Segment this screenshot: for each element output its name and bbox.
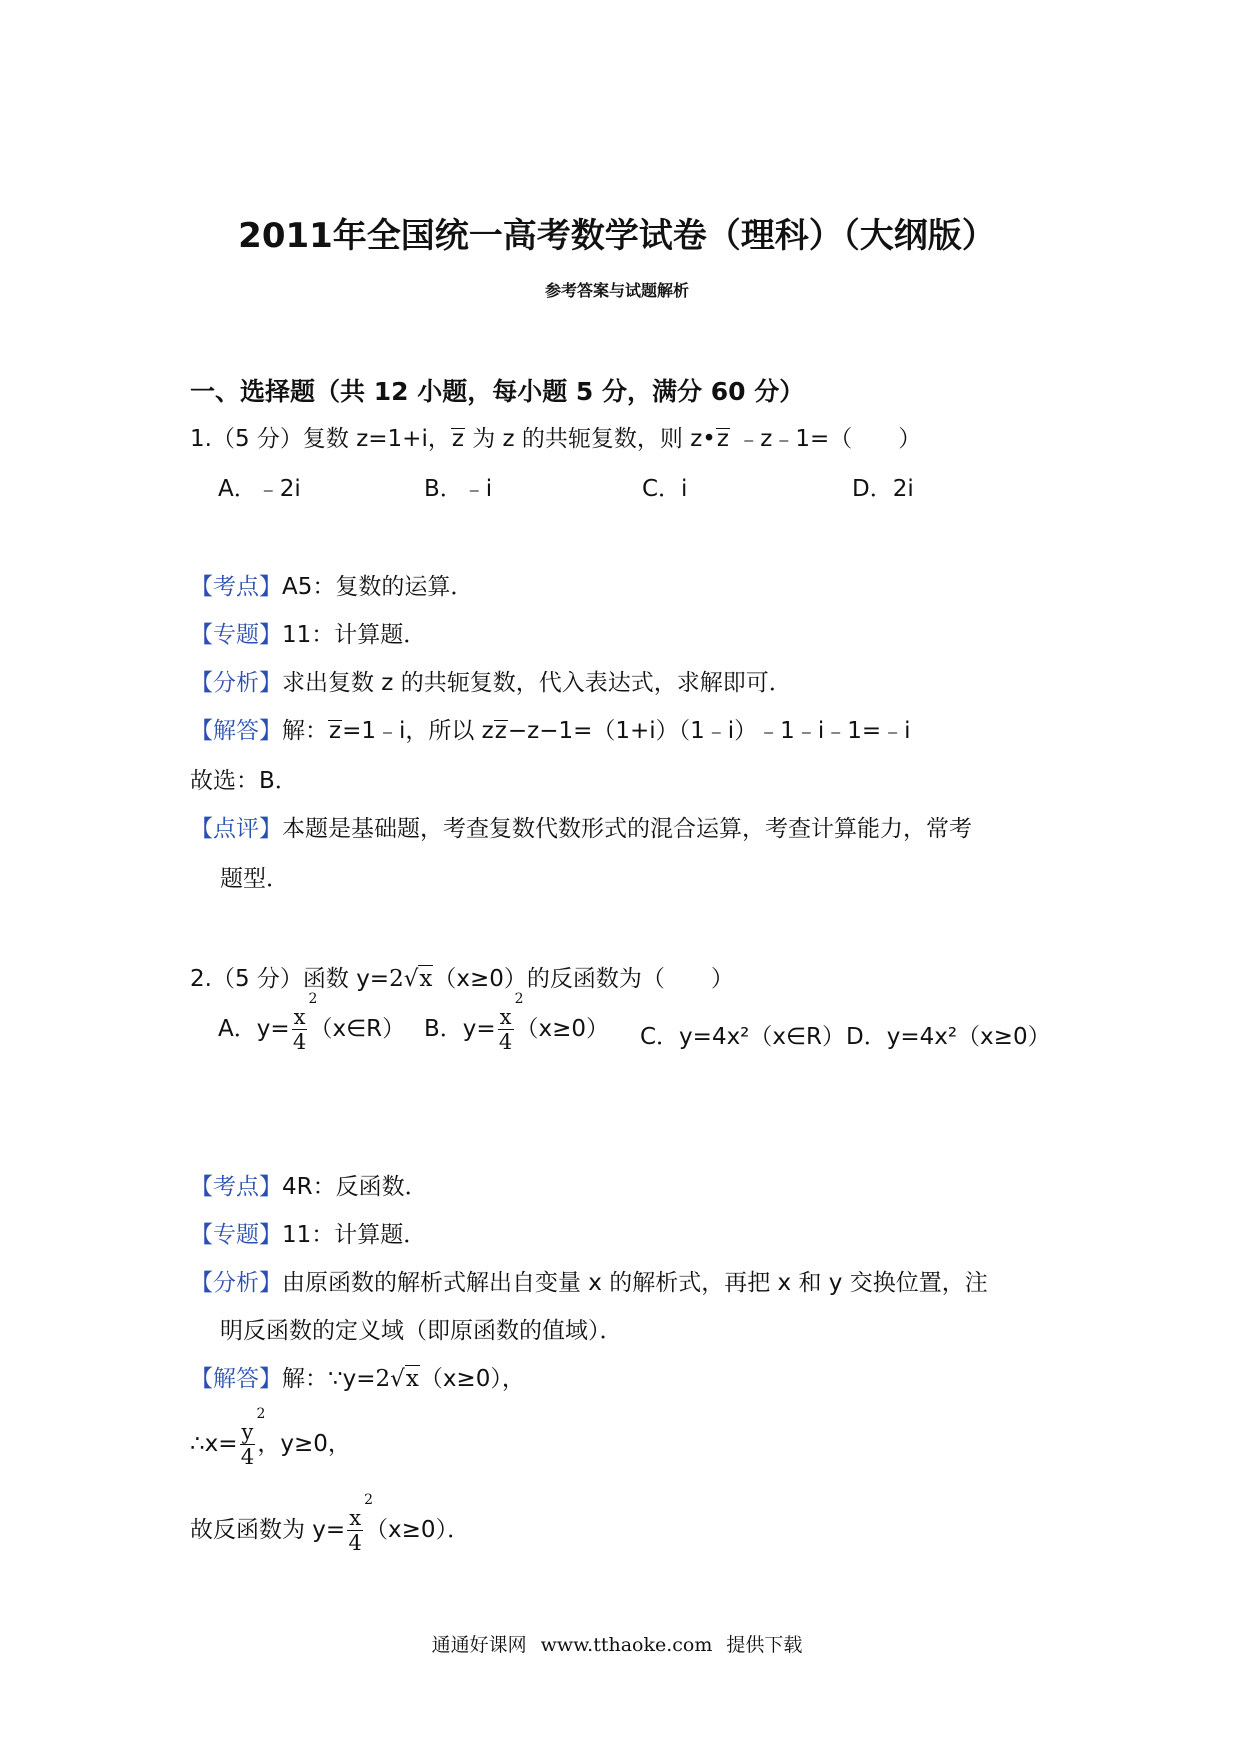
q2-option-d: D．y=4x²（x≥0）: [846, 1024, 1051, 1050]
q2-jieda-radicand: x: [405, 1366, 419, 1392]
footer-url[interactable]: www.tthaoke.com: [540, 1634, 713, 1656]
q2-zhuanti-text: 11：计算题．: [282, 1222, 427, 1248]
q2-option-a-num: x: [293, 1005, 306, 1029]
q2-step3-num: x: [349, 1506, 362, 1530]
q2-option-b-fraction: [498, 991, 524, 1054]
q1-dianping-text: 本题是基础题，考查复数代数形式的混合运算，考查计算能力，常考: [282, 816, 972, 842]
q2-stem-radicand: x: [419, 966, 433, 992]
q2-fenxi: [190, 1264, 988, 1297]
q1-zhuanti-text: 11：计算题．: [282, 622, 427, 648]
q2-step3-text-a: 故反函数为 y=: [190, 1517, 346, 1543]
footer-site-name: 通通好课网: [431, 1634, 527, 1656]
q2-option-b-exp: 2: [514, 991, 524, 1007]
q1-dianping-cont: 题型．: [220, 866, 289, 892]
q2-step3: [190, 1492, 471, 1555]
q2-option-b-den: 4: [498, 1030, 513, 1054]
section-heading: 一、选择题（共 12 小题，每小题 5 分，满分 60 分）: [190, 377, 805, 406]
q1-fenxi: [190, 664, 792, 697]
q2-kaodian-tag: 【考点】: [190, 1174, 282, 1200]
q2-jieda-coef: 2: [375, 1366, 391, 1392]
q2-option-a-exp: 2: [308, 991, 318, 1007]
q2-step3-den: 4: [348, 1531, 362, 1555]
q1-kaodian-tag: 【考点】: [190, 574, 282, 600]
q2-stem-sqrt: 2√x: [389, 966, 433, 992]
q2-option-a-label: A．y=: [218, 1016, 290, 1042]
q2-option-b: [424, 991, 610, 1054]
q1-fenxi-tag: 【分析】: [190, 670, 282, 696]
q1-jieda-zbar: z: [329, 718, 342, 744]
q2-option-a-tail: （x∈R）: [309, 1016, 406, 1042]
q1-stem-text-a: 1.（5 分）复数 z=1+i，: [190, 426, 451, 452]
q1-option-d: D．2i: [852, 476, 914, 502]
q2-step2-text-b: ，y≥0，: [257, 1431, 351, 1457]
page-footer: [0, 1630, 1234, 1657]
q2-option-b-label: B．y=: [424, 1016, 496, 1042]
q2-fenxi-cont: 明反函数的定义域（即原函数的值域）．: [220, 1318, 623, 1344]
q2-jieda: [190, 1360, 525, 1393]
q1-stem-text-c: ﹣z﹣1=（ ）: [729, 426, 922, 452]
q1-kaodian-text: A5：复数的运算．: [282, 574, 474, 600]
q2-jieda-text-a: 解：∵y=: [282, 1366, 376, 1392]
document-title: 2011年全国统一高考数学试卷（理科）（大纲版）: [238, 216, 996, 256]
q1-fenxi-text: 求出复数 z 的共轭复数，代入表达式，求解即可．: [282, 670, 792, 696]
q1-option-a: A．﹣2i: [218, 476, 301, 502]
q1-jieda-text-b: =1﹣i，所以 z: [342, 718, 494, 744]
q1-jieda: [190, 712, 911, 745]
q1-stem-zbar: z: [451, 426, 464, 452]
q1-zhuanti: [190, 616, 426, 649]
q1-option-c: C．i: [642, 476, 688, 502]
q2-option-a-fraction: [292, 991, 318, 1054]
q2-jieda-tag: 【解答】: [190, 1366, 282, 1392]
q2-step2-exp: 2: [256, 1406, 266, 1422]
q2-kaodian: [190, 1168, 428, 1201]
q1-jieda-text-a: 解：: [282, 718, 328, 744]
q2-zhuanti-tag: 【专题】: [190, 1222, 282, 1248]
q2-zhuanti: [190, 1216, 426, 1249]
q2-step2-fraction: [240, 1406, 266, 1469]
q1-option-b: B．﹣i: [424, 476, 493, 502]
q2-jieda-text-b: （x≥0），: [419, 1366, 525, 1392]
q2-step3-text-b: （x≥0）．: [365, 1517, 471, 1543]
q2-stem-text-a: 2.（5 分）函数 y=: [190, 966, 390, 992]
q1-dianping: [190, 810, 972, 843]
q2-fenxi-tag: 【分析】: [190, 1270, 282, 1296]
q2-option-c: C．y=4x²（x∈R）: [640, 1024, 846, 1050]
q2-option-a: [218, 991, 406, 1054]
q2-stem-coef: 2: [389, 966, 404, 992]
q2-option-a-den: 4: [292, 1030, 307, 1054]
document-subtitle: 参考答案与试题解析: [544, 281, 689, 300]
q2-step2-num: y: [241, 1420, 254, 1444]
q1-stem-zbar2: z: [716, 426, 729, 452]
q2-option-b-tail: （x≥0）: [515, 1016, 610, 1042]
q1-zhuanti-tag: 【专题】: [190, 622, 282, 648]
q2-step2-den: 4: [240, 1445, 255, 1469]
q2-fenxi-text: 由原函数的解析式解出自变量 x 的解析式，再把 x 和 y 交换位置，注: [282, 1270, 988, 1296]
footer-download-text: 提供下载: [726, 1634, 803, 1656]
q1-jieda-text-c: −z−1=（1+i）（1﹣i）﹣1﹣i﹣1=﹣i: [507, 718, 911, 744]
q2-step3-exp: 2: [364, 1492, 374, 1508]
q2-stem: [190, 960, 734, 993]
q2-step3-fraction: [347, 1492, 374, 1555]
q2-step2-text-a: ∴x=: [190, 1431, 238, 1457]
q1-stem: [190, 420, 921, 453]
q2-jieda-sqrt: 2√x: [375, 1366, 419, 1392]
q2-option-b-num: x: [499, 1005, 512, 1029]
q2-kaodian-text: 4R：反函数．: [282, 1174, 428, 1200]
q2-stem-text-b: （x≥0）的反函数为（ ）: [433, 966, 734, 992]
q2-step2: [190, 1406, 351, 1469]
q1-answer: 故选：B．: [190, 768, 298, 794]
q1-jieda-zbar2: z: [494, 718, 507, 744]
q1-jieda-tag: 【解答】: [190, 718, 282, 744]
q1-dianping-tag: 【点评】: [190, 816, 282, 842]
q1-stem-text-b: 为 z 的共轭复数，则 z•: [464, 426, 716, 452]
q1-kaodian: [190, 568, 473, 601]
